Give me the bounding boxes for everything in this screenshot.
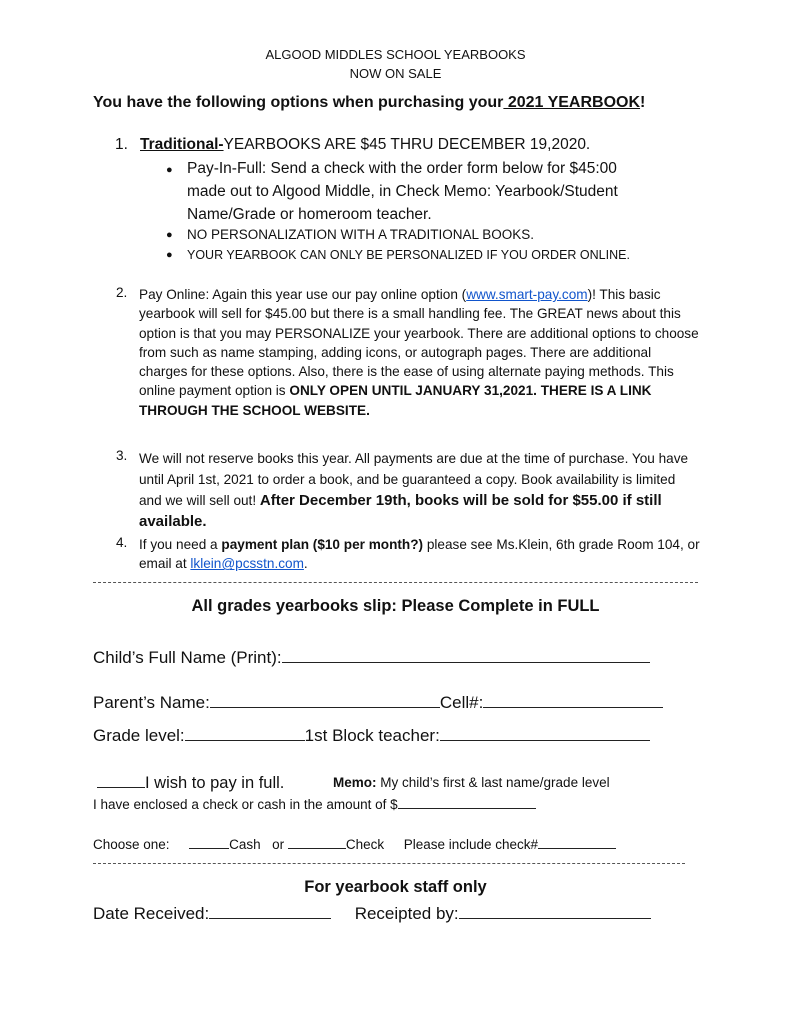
- amount-label: I have enclosed a check or cash in the amount of $: [93, 797, 398, 812]
- memo-note: [333, 775, 610, 790]
- item-4-end: .: [303, 556, 308, 572]
- item-2-text-b: )! This basic yearbook will sell for $45.00 but there is a small handling fee. The GREAT news about this option is that you may PERSONALIZE your yearbook. There are additional options to choose from such as name stamping, adding icons, or autograph pages. There are additional charges for these options. Also, there is the ease of using alternate paying methods. This online payment option is: [139, 287, 699, 399]
- choose-row: [93, 835, 616, 852]
- staff-divider: [93, 863, 685, 864]
- bullet-icon: ●: [166, 164, 173, 176]
- item-4-paragraph: [139, 535, 709, 574]
- slip-title: All grades yearbooks slip: Please Complete in FULL: [191, 597, 600, 615]
- choose-label: Choose one:: [93, 837, 170, 852]
- teacher-field[interactable]: [440, 725, 650, 741]
- item-1-title: Traditional-: [140, 136, 224, 153]
- cell-label: Cell#:: [439, 693, 484, 712]
- cash-field[interactable]: [189, 835, 229, 849]
- item-1-bullet-3: YOUR YEARBOOK CAN ONLY BE PERSONALIZED IF YOU ORDER ONLINE.: [187, 248, 630, 262]
- check-number-label: Please include check#: [403, 837, 539, 852]
- teacher-label: 1st Block teacher:: [304, 726, 440, 745]
- item-3-text: We will not reserve books this year. All payments are due at the time of purchase. You have until April 1st, 2021 to order a book, and be guaranteed a copy. Book availability is limited and we will sell out!: [139, 451, 689, 508]
- parent-row: [93, 692, 663, 713]
- check-label: Check: [345, 837, 385, 852]
- item-3-bold-text: After December 19th, books will be sold for $55.00 if still available.: [139, 492, 662, 530]
- pay-full-row: [97, 772, 284, 793]
- item-4-bold-text: payment plan ($10 per month?): [221, 537, 424, 552]
- item-2-number: 2.: [116, 285, 128, 300]
- item-2-bold-text: ONLY OPEN UNTIL JANUARY 31,2021. THERE IS A LINK THROUGH THE SCHOOL WEBSITE.: [139, 383, 652, 418]
- smart-pay-link[interactable]: www.smart-pay.com: [466, 287, 588, 302]
- parent-name-label: Parent’s Name:: [93, 693, 210, 712]
- grade-row: [93, 725, 650, 746]
- receipted-by-label: Receipted by:: [354, 904, 459, 923]
- child-name-label: Child’s Full Name (Print):: [93, 648, 282, 667]
- date-received-label: Date Received:: [93, 904, 210, 923]
- item-1-text: YEARBOOKS ARE $45 THRU DECEMBER 19,2020.: [223, 136, 591, 153]
- grade-level-field[interactable]: [185, 725, 305, 741]
- intro-year-highlight: 2021 YEARBOOK: [503, 94, 641, 111]
- cut-line-divider: [93, 582, 698, 583]
- amount-field[interactable]: [398, 795, 536, 809]
- cash-label: Cash: [229, 837, 261, 852]
- header-line-1: ALGOOD MIDDLES SCHOOL YEARBOOKS: [265, 47, 526, 62]
- or-label: or: [272, 837, 285, 852]
- intro-heading: [93, 94, 645, 112]
- item-1: [140, 136, 590, 154]
- check-number-field[interactable]: [538, 835, 616, 849]
- intro-text: You have the following options when purchasing your: [93, 94, 504, 111]
- receipted-by-field[interactable]: [459, 903, 651, 919]
- date-received-field[interactable]: [209, 903, 331, 919]
- item-3-number: 3.: [116, 448, 128, 463]
- memo-text: My child’s first & last name/grade level: [376, 775, 610, 790]
- item-2-paragraph: [139, 285, 701, 420]
- item-1-number: 1.: [115, 136, 128, 153]
- item-1-bullet-2: NO PERSONALIZATION WITH A TRADITIONAL BOOKS.: [187, 227, 535, 242]
- amount-row: [93, 795, 536, 812]
- bullet-icon: ●: [166, 249, 173, 261]
- staff-title: For yearbook staff only: [304, 878, 487, 896]
- grade-level-label: Grade level:: [93, 726, 185, 745]
- item-4-text-b: please see Ms.Klein, 6th grade Room 104, or email at: [139, 537, 700, 572]
- cell-field[interactable]: [483, 692, 663, 708]
- pay-full-checkbox-field[interactable]: [97, 772, 145, 788]
- child-name-row: [93, 647, 650, 668]
- item-1-bullet-1-line-1: Pay-In-Full: Send a check with the order form below for $45:00: [187, 160, 617, 177]
- email-link[interactable]: lklein@pcsstn.com: [190, 556, 304, 572]
- bullet-icon: ●: [166, 229, 173, 241]
- item-4-number: 4.: [116, 535, 128, 550]
- intro-end: !: [640, 94, 646, 111]
- item-2-text-a: Pay Online: Again this year use our pay online option (: [139, 287, 467, 302]
- item-1-bullet-1-line-2: made out to Algood Middle, in Check Memo: Yearbook/Student: [187, 183, 618, 200]
- item-4-text-a: If you need a: [139, 537, 222, 552]
- child-name-field[interactable]: [282, 647, 650, 663]
- check-field[interactable]: [288, 835, 346, 849]
- memo-label: Memo:: [333, 775, 377, 790]
- staff-row: [93, 903, 651, 924]
- header-line-2: NOW ON SALE: [349, 66, 442, 81]
- parent-name-field[interactable]: [210, 692, 440, 708]
- item-1-bullet-1-line-3: Name/Grade or homeroom teacher.: [187, 206, 432, 223]
- item-3-paragraph: [139, 448, 701, 532]
- pay-full-label: I wish to pay in full.: [145, 774, 285, 792]
